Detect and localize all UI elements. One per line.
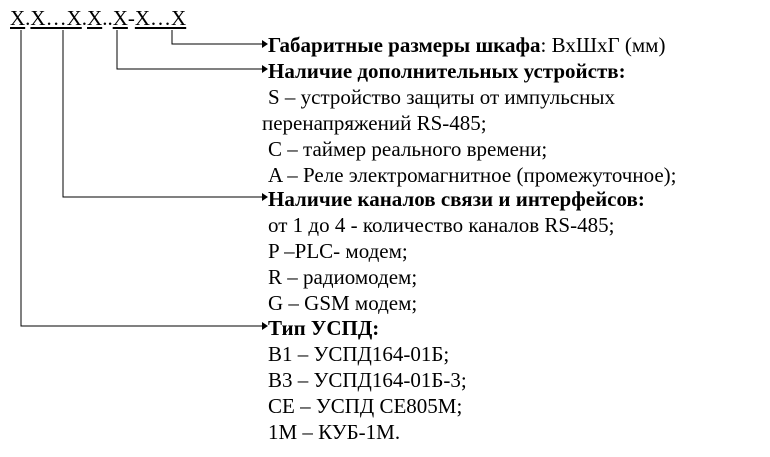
dimensions-line: [268, 32, 665, 58]
code-segment-channels: X…X: [30, 6, 82, 30]
code-separator: .: [81, 6, 88, 30]
dimensions-value: : ВхШхГ (мм): [540, 33, 666, 57]
leader-line-extra-devices: [117, 30, 262, 69]
code-separator: -: [127, 6, 135, 30]
channels-item: P –PLC- модем;: [268, 239, 408, 263]
code-separator: ..: [102, 6, 113, 30]
extra-devices-title: Наличие дополнительных устройств:: [268, 59, 626, 83]
code-segment-type: X: [10, 6, 26, 30]
code-segment-dimensions: X…X: [134, 6, 187, 30]
uspd-type-item: В1 – УСПД164-01Б;: [268, 342, 450, 366]
leader-line-uspd-type: [21, 30, 262, 326]
code-segment-channels-end: X: [87, 6, 103, 30]
channels-item: G – GSM модем;: [268, 291, 418, 315]
extra-devices-item: S – устройство защиты от импульсных: [268, 85, 615, 109]
channels-title: Наличие каналов связи и интерфейсов:: [268, 187, 645, 211]
channels-item: от 1 до 4 - количество каналов RS-485;: [268, 213, 615, 237]
channels-item: R – радиомодем;: [268, 265, 418, 289]
uspd-type-item: В3 – УСПД164-01Б-3;: [268, 368, 467, 392]
uspd-type-title: Тип УСПД:: [268, 316, 380, 340]
uspd-type-item: СЕ – УСПД CE805M;: [268, 394, 463, 418]
dimensions-title: Габаритные размеры шкафа: [268, 33, 541, 57]
leader-line-dimensions: [172, 30, 262, 44]
extra-devices-item: перенапряжений RS-485;: [262, 111, 487, 135]
code-separator: .: [25, 6, 31, 30]
code-segment-extra-devices: X: [112, 6, 128, 30]
extra-devices-item: C – таймер реального времени;: [268, 137, 548, 161]
uspd-type-item: 1M – КУБ-1М.: [268, 420, 401, 444]
extra-devices-item: A – Реле электромагнитное (промежуточное);: [268, 163, 677, 187]
leader-line-channels: [63, 30, 262, 197]
